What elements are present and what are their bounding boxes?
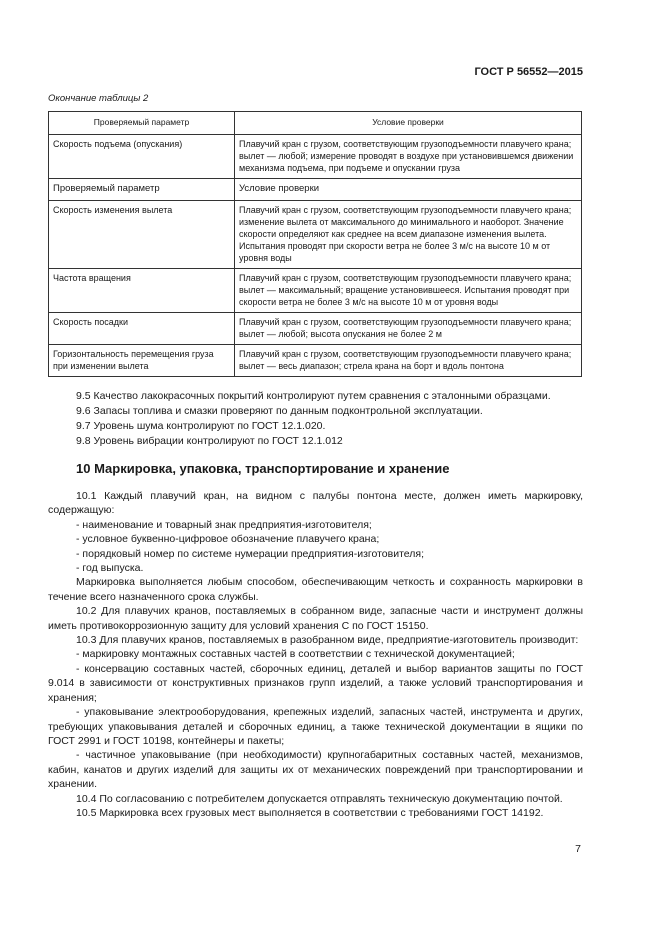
table-row: [49, 201, 582, 269]
column-header-condition: Условие проверки: [235, 112, 582, 135]
paragraph: 10.4 По согласованию с потребителем допускается отправлять техническую документацию почтой.: [76, 792, 563, 805]
list-item: - маркировку монтажных составных частей в соответствии с технической документацией;: [76, 648, 515, 661]
table-row: [49, 313, 582, 345]
clause-item: 9.6 Запасы топлива и смазки проверяют по данным подконтрольной эксплуатации.: [76, 405, 483, 417]
list-item: - наименование и товарный знак предприятия-изготовителя;: [76, 518, 372, 531]
condition-cell: Плавучий кран с грузом, соответствующим грузоподъемности плавучего крана; вылет — максимальный; вращение установившееся. Испытания проводят при скорости ветра не более 3 м/с на высоте 10 м от уровня воды: [235, 269, 582, 313]
paragraph: 10.5 Маркировка всех грузовых мест выполняется в соответствии с требованиями ГОСТ 14192.: [76, 806, 544, 819]
table-row: [49, 179, 582, 201]
param-cell: Скорость изменения вылета: [49, 201, 235, 269]
list-item: - упаковывание электрооборудования, крепежных изделий, запасных частей, инструмента и других, требующих упаковывания деталей и сборочных единиц, а также технической документации в ящики по ГОСТ 2991 и ГОСТ 10198, контейнеры и пакеты;: [48, 706, 583, 747]
list-item: - порядковый номер по системе нумерации предприятия-изготовителя;: [76, 547, 424, 560]
condition-cell: Плавучий кран с грузом, соответствующим грузоподъемности плавучего крана; вылет — любой; измерение проводят в воздухе при установившемся движении механизма подъема, при подъеме и опускании груза: [235, 135, 582, 179]
paragraph: Маркировка выполняется любым способом, обеспечивающим четкость и сохранность маркировки в течение всего назначенного срока службы.: [48, 576, 583, 603]
table-row: [49, 135, 582, 179]
param-cell: Скорость подъема (опускания): [49, 135, 235, 179]
clause-list: [76, 389, 551, 449]
condition-cell: Плавучий кран с грузом, соответствующим грузоподъемности плавучего крана; вылет — весь диапазон; стрела крана на борт и вдоль понтона: [235, 345, 582, 377]
clause-item: 9.7 Уровень шума контролируют по ГОСТ 12.1.020.: [76, 420, 326, 432]
inspection-table: [48, 111, 582, 377]
list-item: - год выпуска.: [76, 562, 144, 575]
section-heading: 10 Маркировка, упаковка, транспортирование и хранение: [76, 461, 450, 476]
section-body: [48, 489, 583, 820]
marking-list: [48, 518, 583, 576]
clause-item: 9.5 Качество лакокрасочных покрытий контролируют путем сравнения с эталонными образцами.: [76, 390, 551, 402]
list-item: - консервацию составных частей, сборочных единиц, деталей и выбор вариантов защиты по ГОСТ 9.014 в зависимости от конструктивных признаков групп изделий, а также условий транспортирования и хранения;: [48, 662, 583, 704]
param-cell: Частота вращения: [49, 269, 235, 313]
standard-number: ГОСТ Р 56552—2015: [474, 66, 583, 78]
table-row: [49, 269, 582, 313]
param-cell: Скорость посадки: [49, 313, 235, 345]
list-item: - частичное упаковывание (при необходимости) крупногабаритных составных частей, механизмов, кабин, канатов и других изделий для защиты их от механических повреждений при транспортировании и хранении.: [48, 749, 583, 791]
table-caption: Окончание таблицы 2: [48, 93, 149, 104]
paragraph: 10.2 Для плавучих кранов, поставляемых в собранном виде, запасные части и инструмент должны иметь противокоррозионную защиту для условий хранения С по ГОСТ 15150.: [48, 605, 583, 632]
table-header-row: [49, 112, 582, 135]
list-item: - условное буквенно-цифровое обозначение плавучего крана;: [76, 533, 380, 546]
condition-cell: Плавучий кран с грузом, соответствующим грузоподъемности плавучего крана; изменение вылета от максимального до минимального и наоборот. Значение скорости определяют как среднее на всем диапазоне изменения вылета. Испытания проводят при скорости ветра не более 3 м/с на высоте 10 м от уровня воды: [235, 201, 582, 269]
param-cell: Проверяемый параметр: [49, 179, 235, 201]
page-number: 7: [575, 843, 581, 855]
param-cell: Горизонтальность перемещения груза при изменении вылета: [49, 345, 235, 377]
condition-cell: Условие проверки: [235, 179, 582, 201]
column-header-param: Проверяемый параметр: [49, 112, 235, 135]
paragraph: 10.3 Для плавучих кранов, поставляемых в разобранном виде, предприятие-изготовитель производит:: [76, 634, 579, 647]
paragraph: 10.1 Каждый плавучий кран, на видном с палубы понтона месте, должен иметь маркировку, содержащую:: [48, 490, 583, 517]
clause-item: 9.8 Уровень вибрации контролируют по ГОСТ 12.1.012: [76, 435, 343, 447]
condition-cell: Плавучий кран с грузом, соответствующим грузоподъемности плавучего крана; вылет — любой; высота опускания не более 2 м: [235, 313, 582, 345]
table-row: [49, 345, 582, 377]
